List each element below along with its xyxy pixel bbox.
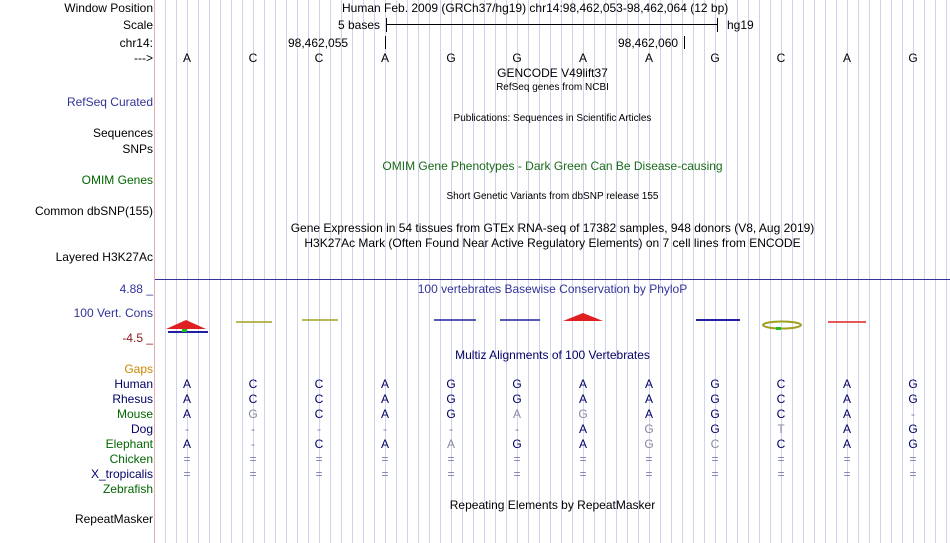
base-letter: C: [314, 51, 324, 65]
alignment-base: =: [315, 467, 323, 481]
omim-track-title[interactable]: OMIM Gene Phenotypes - Dark Green Can Be Disease-causing: [382, 159, 723, 173]
alignment-base: -: [515, 422, 519, 436]
alignment-base: =: [645, 452, 653, 466]
alignment-base: -: [317, 422, 321, 436]
alignment-base: A: [578, 377, 587, 391]
window-position-label: Window Position: [64, 1, 153, 15]
alignment-base: G: [248, 407, 258, 421]
alignment-base: G: [446, 377, 456, 391]
base-letter: C: [776, 51, 786, 65]
alignment-base: C: [314, 437, 324, 451]
dbsnp-track-title[interactable]: Short Genetic Variants from dbSNP release 155: [446, 191, 659, 202]
alignment-base: A: [380, 392, 389, 406]
alignment-base: A: [578, 392, 587, 406]
alignment-base: A: [512, 407, 521, 421]
window-position-value: Human Feb. 2009 (GRCh37/hg19) chr14:98,462,053-98,462,064 (12 bp): [342, 1, 729, 15]
alignment-base: T: [777, 422, 785, 436]
alignment-base: =: [249, 452, 257, 466]
alignment-base: A: [182, 437, 191, 451]
alignment-base: =: [447, 467, 455, 481]
alignment-base: C: [314, 377, 324, 391]
alignment-base: A: [842, 392, 851, 406]
scale-value: 5 bases: [338, 18, 381, 32]
alignment-base: A: [644, 377, 653, 391]
species-label-rhesus[interactable]: Rhesus: [112, 392, 153, 406]
alignment-base: A: [380, 377, 389, 391]
gtex-track-title[interactable]: Gene Expression in 54 tissues from GTEx RNA-seq of 17382 samples, 948 donors (V8, Aug 2019): [290, 221, 815, 235]
alignment-base: =: [579, 452, 587, 466]
base-letter: G: [710, 51, 720, 65]
alignment-base: A: [380, 407, 389, 421]
alignment-base: G: [710, 377, 720, 391]
alignment-base: C: [776, 392, 786, 406]
assembly-label: hg19: [727, 18, 754, 32]
common-dbsnp-label[interactable]: Common dbSNP(155): [34, 204, 153, 218]
base-letter: G: [908, 51, 918, 65]
alignment-base: G: [908, 437, 918, 451]
base-letter: G: [512, 51, 522, 65]
alignment-base: =: [381, 452, 389, 466]
gaps-label[interactable]: Gaps: [124, 362, 153, 376]
alignment-base: =: [315, 452, 323, 466]
alignment-base: G: [446, 407, 456, 421]
alignment-base: =: [249, 467, 257, 481]
alignment-base: C: [776, 437, 786, 451]
alignment-base: =: [843, 452, 851, 466]
conservation-logo-mark-1: [182, 329, 187, 332]
species-label-zebrafish[interactable]: Zebrafish: [102, 482, 153, 496]
scale-label: Scale: [122, 18, 153, 32]
snps-label[interactable]: SNPs: [122, 142, 153, 156]
base-letter: A: [578, 51, 587, 65]
alignment-base: A: [578, 422, 587, 436]
alignment-base: =: [513, 467, 521, 481]
conservation-logo-mark-10: [776, 327, 781, 330]
base-letter: G: [446, 51, 456, 65]
publications-track-title[interactable]: Publications: Sequences in Scientific Articles: [453, 113, 652, 124]
refseq-track-subtitle[interactable]: RefSeq genes from NCBI: [496, 82, 609, 93]
alignment-base: C: [776, 377, 786, 391]
base-letter: A: [644, 51, 653, 65]
species-label-human[interactable]: Human: [114, 377, 153, 391]
repeatmasker-label[interactable]: RepeatMasker: [74, 512, 153, 526]
alignment-base: A: [578, 437, 587, 451]
conservation-max-label: 4.88 _: [119, 282, 153, 296]
alignment-base: =: [513, 452, 521, 466]
alignment-base: =: [579, 467, 587, 481]
alignment-base: =: [381, 467, 389, 481]
species-label-chicken[interactable]: Chicken: [109, 452, 153, 466]
alignment-base: A: [446, 437, 455, 451]
species-label-x-tropicalis[interactable]: X_tropicalis: [90, 467, 153, 481]
alignment-base: A: [182, 392, 191, 406]
alignment-base: G: [578, 407, 588, 421]
alignment-base: G: [512, 437, 522, 451]
alignment-base: C: [248, 377, 258, 391]
alignment-base: -: [185, 422, 189, 436]
alignment-base: =: [447, 452, 455, 466]
base-letter: A: [842, 51, 851, 65]
phylop-track-title[interactable]: 100 vertebrates Basewise Conservation by PhyloP: [417, 282, 688, 296]
alignment-base: A: [842, 407, 851, 421]
alignment-base: -: [383, 422, 387, 436]
alignment-base: =: [711, 467, 719, 481]
alignment-base: C: [776, 407, 786, 421]
alignment-base: G: [644, 422, 654, 436]
alignment-base: -: [911, 407, 915, 421]
alignment-base: G: [644, 437, 654, 451]
conservation-logo-a-7: [563, 313, 603, 321]
alignment-base: C: [314, 407, 324, 421]
h3k27ac-track-title[interactable]: H3K27Ac Mark (Often Found Near Active Regulatory Elements) on 7 cell lines from ENCODE: [304, 236, 801, 250]
alignment-base: G: [512, 392, 522, 406]
coordinate-right: 98,462,060: [618, 36, 679, 50]
alignment-base: =: [843, 467, 851, 481]
coordinate-left: 98,462,055: [288, 36, 349, 50]
multiz-track-title[interactable]: Multiz Alignments of 100 Vertebrates: [455, 348, 650, 362]
refseq-curated-label[interactable]: RefSeq Curated: [66, 95, 153, 109]
alignment-base: =: [909, 452, 917, 466]
alignment-base: A: [842, 437, 851, 451]
alignment-base: G: [446, 392, 456, 406]
alignment-base: A: [380, 437, 389, 451]
alignment-base: A: [842, 422, 851, 436]
base-letter: A: [182, 51, 191, 65]
alignment-base: C: [314, 392, 324, 406]
alignment-base: G: [710, 407, 720, 421]
layered-h3k27ac-label[interactable]: Layered H3K27Ac: [55, 250, 153, 264]
repeatmasker-track-title[interactable]: Repeating Elements by RepeatMasker: [449, 498, 656, 512]
species-label-mouse[interactable]: Mouse: [116, 407, 153, 421]
alignment-base: A: [842, 377, 851, 391]
alignment-base: G: [512, 377, 522, 391]
alignment-base: G: [710, 392, 720, 406]
conservation-logo-c-10: [763, 322, 801, 329]
species-label-dog[interactable]: Dog: [130, 422, 153, 436]
alignment-base: C: [710, 437, 720, 451]
conservation-track-label[interactable]: 100 Vert. Cons: [73, 306, 153, 320]
strand-direction-label: --->: [134, 51, 153, 65]
alignment-base: C: [248, 392, 258, 406]
alignment-base: -: [251, 422, 255, 436]
alignment-base: -: [449, 422, 453, 436]
conservation-logo-a-1: [166, 320, 206, 329]
conservation-min-label: -4.5 _: [122, 331, 153, 345]
base-letter: A: [380, 51, 389, 65]
alignment-base: A: [182, 407, 191, 421]
gencode-track-title[interactable]: GENCODE V49lift37: [497, 66, 608, 80]
alignment-base: A: [182, 377, 191, 391]
alignment-base: =: [711, 452, 719, 466]
alignment-base: -: [251, 437, 255, 451]
alignment-base: =: [645, 467, 653, 481]
alignment-base: G: [710, 422, 720, 436]
alignment-base: =: [183, 467, 191, 481]
alignment-base: G: [908, 392, 918, 406]
base-letter: C: [248, 51, 258, 65]
alignment-base: =: [183, 452, 191, 466]
alignment-base: G: [908, 422, 918, 436]
chrom-label: chr14:: [119, 36, 153, 50]
alignment-base: A: [644, 407, 653, 421]
alignment-base: =: [777, 452, 785, 466]
alignment-base: A: [644, 392, 653, 406]
alignment-base: G: [908, 377, 918, 391]
species-label-elephant[interactable]: Elephant: [105, 437, 153, 451]
alignment-base: =: [909, 467, 917, 481]
sequences-label[interactable]: Sequences: [92, 126, 153, 140]
omim-genes-label[interactable]: OMIM Genes: [81, 173, 153, 187]
alignment-base: =: [777, 467, 785, 481]
